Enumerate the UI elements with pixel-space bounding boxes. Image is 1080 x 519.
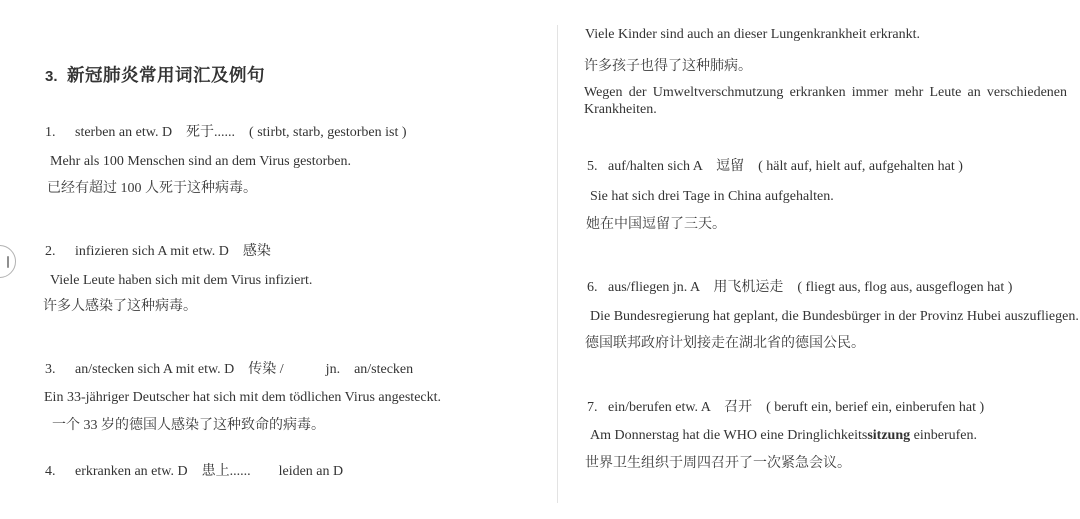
entry-2-head: [45, 243, 271, 260]
entry-3-number: 3.: [45, 362, 56, 377]
entry-5-chinese-sentence: 她在中国逗留了三天。: [586, 217, 726, 232]
entry-4-number: 4.: [45, 464, 56, 479]
entry-6-number: 6.: [587, 280, 598, 295]
entry-2-chinese-sentence: 许多人感染了这种病毒。: [43, 299, 197, 314]
entry-2-german-sentence: Viele Leute haben sich mit dem Virus infiziert.: [50, 273, 313, 288]
doc-title-text: 新冠肺炎常用词汇及例句: [67, 65, 265, 85]
entry-4-german-sentence-2-line1: Wegen der Umweltverschmutzung erkranken immer mehr Leute an verschiedenen: [584, 85, 1067, 100]
entry-3-chinese-sentence: 一个 33 岁的德国人感染了这种致命的病毒。: [52, 418, 325, 433]
entry-1-number: 1.: [45, 125, 56, 140]
entry-7-german-bold: sitzung: [867, 428, 911, 443]
entry-5-number: 5.: [587, 159, 598, 174]
entry-6-head: [587, 279, 1012, 296]
entry-7-number: 7.: [587, 400, 598, 415]
doc-title-number: 3.: [45, 68, 58, 85]
entry-2-head-text: infizieren sich A mit etw. D 感染: [75, 244, 271, 259]
entry-1-head-text: sterben an etw. D 死于...... ( stirbt, starb, gestorben ist ): [75, 125, 407, 140]
page-nav-handle-icon: [7, 256, 9, 268]
entry-3-head-text: an/stecken sich A mit etw. D 传染 / jn. an/stecken: [75, 362, 414, 377]
entry-4-head: [45, 463, 343, 480]
entry-7-german-sentence: [590, 427, 977, 444]
entry-1-german-sentence: Mehr als 100 Menschen sind an dem Virus gestorben.: [50, 154, 352, 169]
doc-title: [45, 62, 265, 87]
entry-4-head-text: erkranken an etw. D 患上...... leiden an D: [75, 464, 344, 479]
entry-3-german-sentence: Ein 33-jähriger Deutscher hat sich mit dem tödlichen Virus angesteckt.: [44, 390, 442, 405]
page-nav-button[interactable]: [0, 245, 16, 278]
entry-6-german-sentence: Die Bundesregierung hat geplant, die Bundesbürger in der Provinz Hubei auszufliegen.: [590, 309, 1079, 324]
entry-5-head: [587, 158, 963, 175]
entry-7-chinese-sentence: 世界卫生组织于周四召开了一次紧急会议。: [585, 456, 851, 471]
entry-6-head-text: aus/fliegen jn. A 用飞机运走 ( fliegt aus, flog aus, ausgeflogen hat ): [608, 280, 1013, 295]
entry-4-german-sentence-2-line2: Krankheiten.: [584, 102, 657, 117]
entry-3-head: [45, 361, 413, 378]
entry-1-head: [45, 124, 407, 141]
entry-7-head: [587, 399, 984, 416]
entry-6-chinese-sentence: 德国联邦政府计划接走在湖北省的德国公民。: [585, 336, 865, 351]
entry-7-german-pre: Am Donnerstag hat die WHO eine Dringlichkeits: [590, 428, 868, 443]
entry-5-head-text: auf/halten sich A 逗留 ( hält auf, hielt auf, aufgehalten hat ): [608, 159, 963, 174]
entry-4-chinese-sentence: 许多孩子也得了这种肺病。: [584, 59, 752, 74]
entry-2-number: 2.: [45, 244, 56, 259]
entry-7-german-post: einberufen.: [910, 428, 977, 443]
entry-5-german-sentence: Sie hat sich drei Tage in China aufgehalten.: [590, 189, 834, 204]
entry-4-german-sentence-1: Viele Kinder sind auch an dieser Lungenkrankheit erkrankt.: [585, 27, 921, 42]
entry-7-head-text: ein/berufen etw. A 召开 ( beruft ein, berief ein, einberufen hat ): [608, 400, 985, 415]
entry-1-chinese-sentence: 已经有超过 100 人死于这种病毒。: [47, 181, 257, 196]
page-divider: [557, 25, 558, 503]
